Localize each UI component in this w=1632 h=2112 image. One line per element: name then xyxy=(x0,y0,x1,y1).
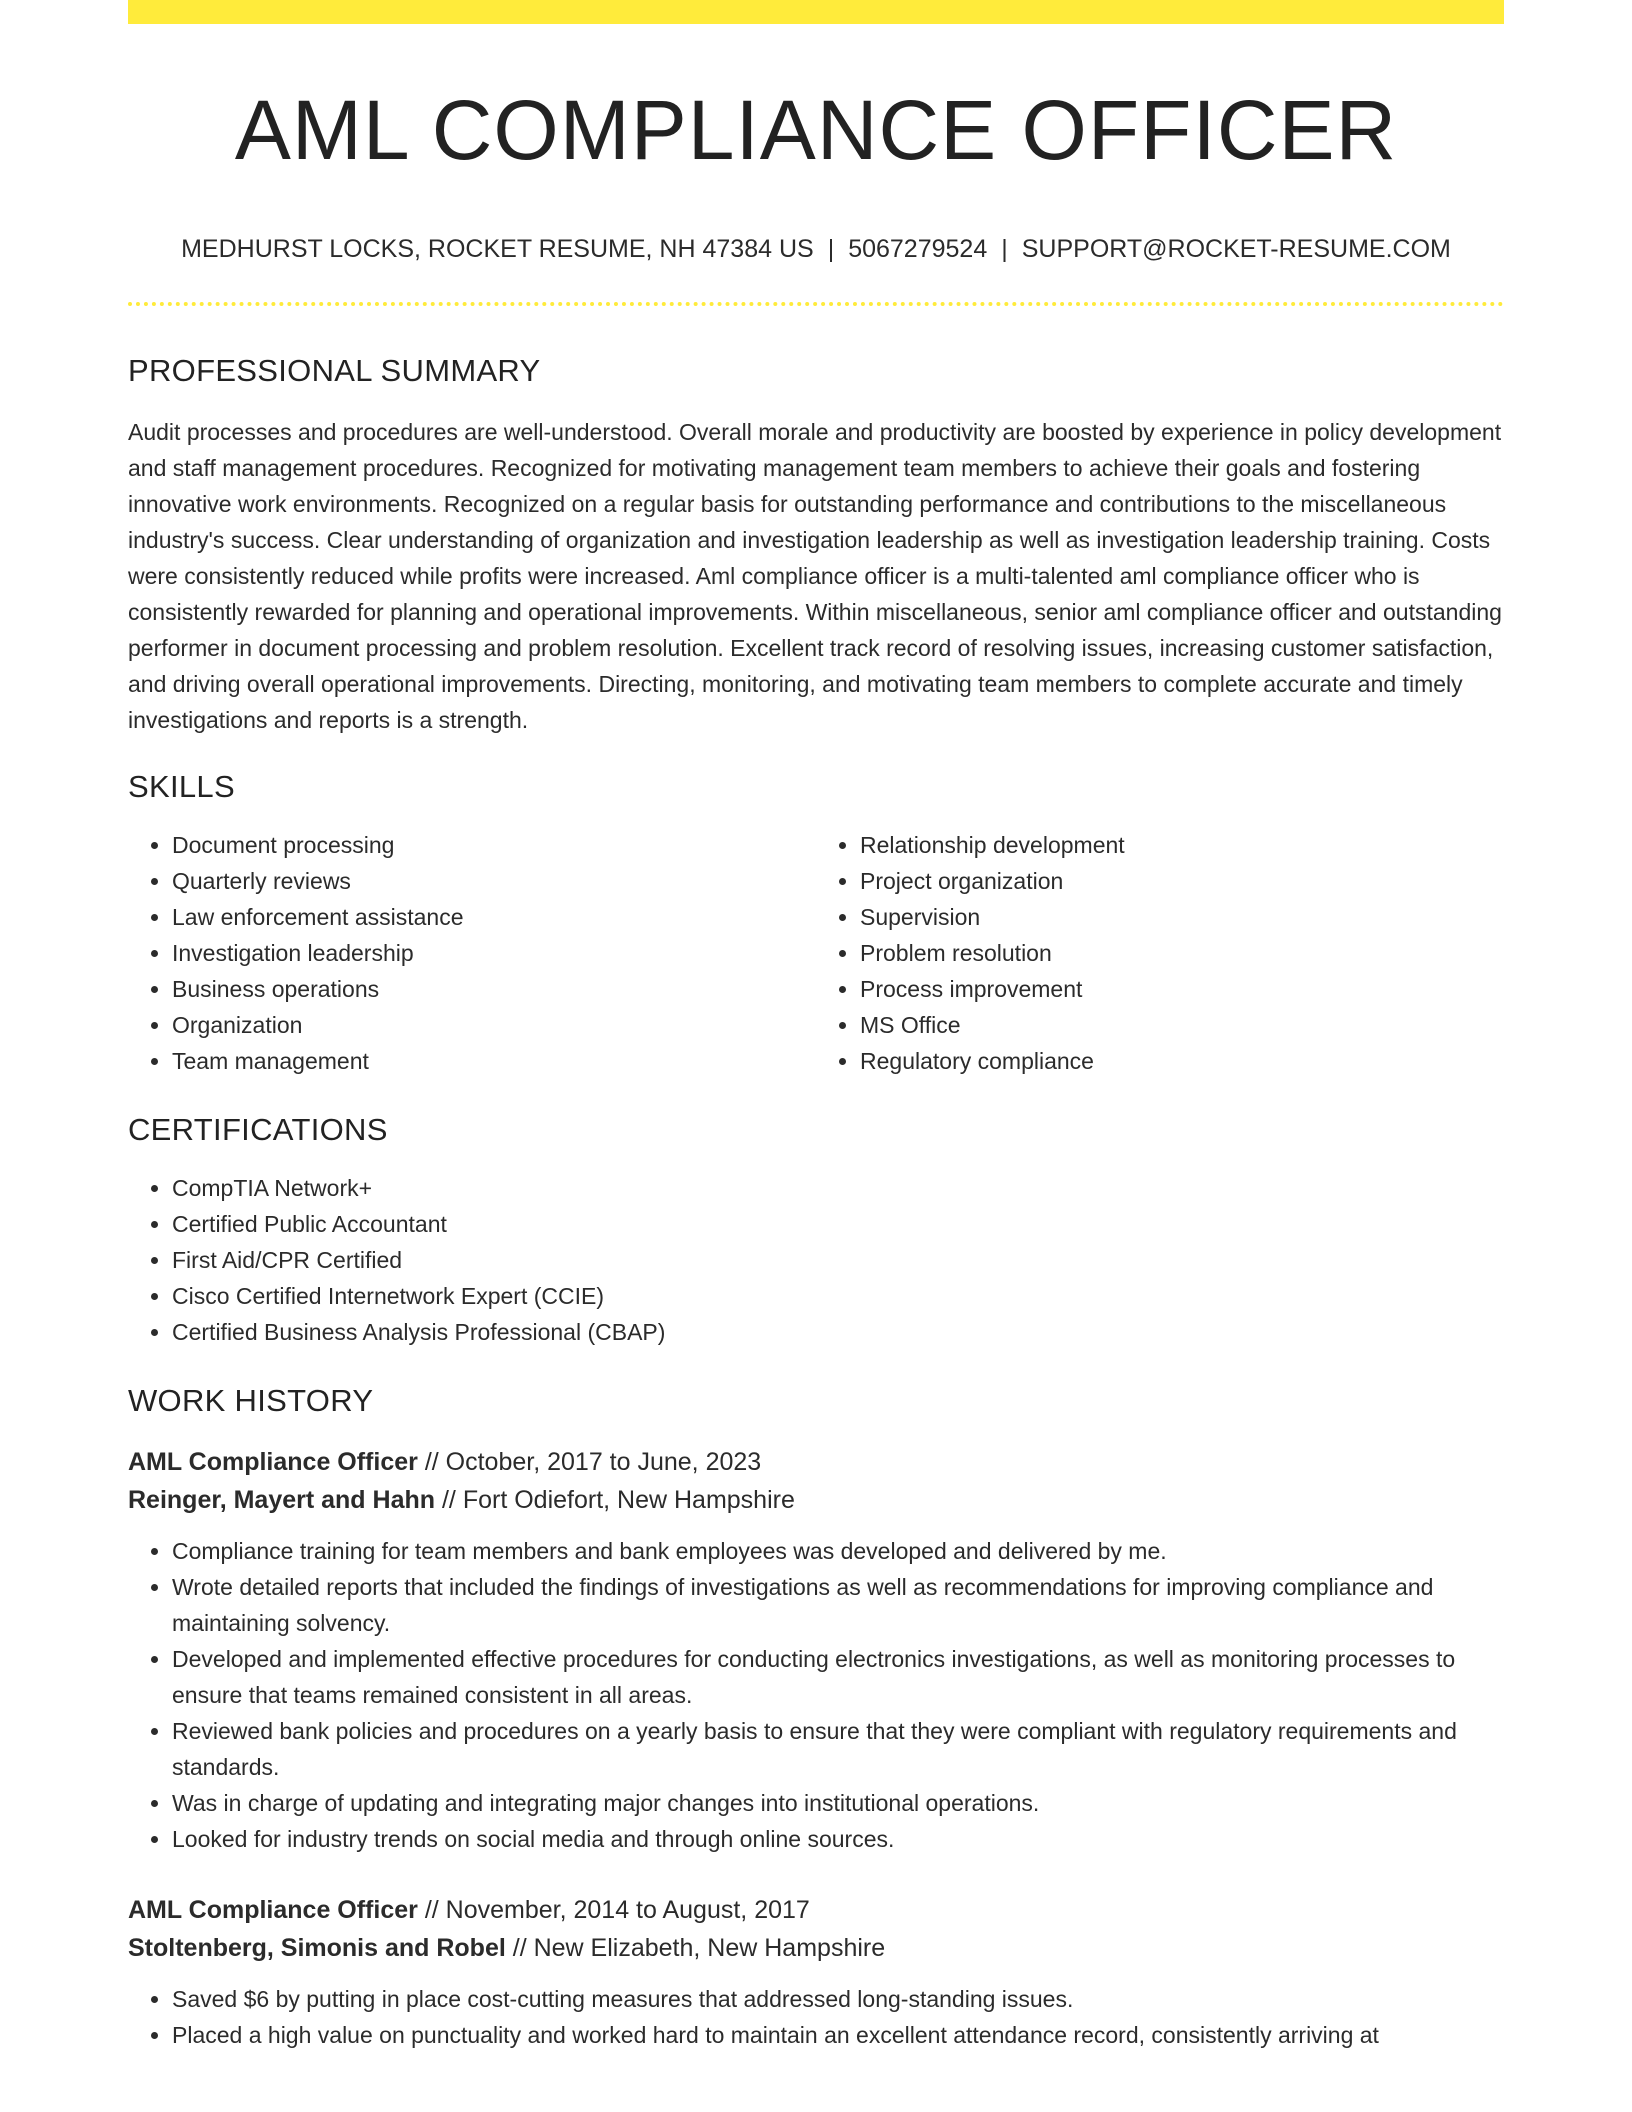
skill-item: • Organization xyxy=(172,1007,816,1043)
job-role-line xyxy=(128,1443,1504,1481)
job-company-line xyxy=(128,1481,1504,1519)
skill-item: • Law enforcement assistance xyxy=(172,899,816,935)
skills-right-list xyxy=(816,827,1504,1079)
job-bullet: • Looked for industry trends on social media and through online sources. xyxy=(172,1821,1504,1857)
contact-separator: | xyxy=(1001,235,1008,264)
skill-item: • Team management xyxy=(172,1043,816,1079)
job-role: AML Compliance Officer xyxy=(128,1448,418,1477)
skill-item: • Regulatory compliance xyxy=(860,1043,1504,1079)
job-bullets xyxy=(128,1981,1504,2053)
resume-title: AML COMPLIANCE OFFICER xyxy=(234,83,1398,177)
skills-columns xyxy=(128,827,1504,1079)
contact-address: MEDHURST LOCKS, ROCKET RESUME, NH 47384 US xyxy=(181,235,814,264)
job-bullet: • Reviewed bank policies and procedures on a yearly basis to ensure that they were compliant with regulatory requirements and standards. xyxy=(172,1713,1504,1785)
skill-item: • Document processing xyxy=(172,827,816,863)
skill-item: • Problem resolution xyxy=(860,935,1504,971)
certification-item: • Certified Public Accountant xyxy=(172,1206,1504,1242)
certification-item: • CompTIA Network+ xyxy=(172,1170,1504,1206)
skill-item: • Relationship development xyxy=(860,827,1504,863)
skill-item: • Project organization xyxy=(860,863,1504,899)
skill-item: • Investigation leadership xyxy=(172,935,816,971)
job-bullet: • Placed a high value on punctuality and worked hard to maintain an excellent attendance record, consistently arriving at xyxy=(172,2017,1504,2053)
certification-item: • Certified Business Analysis Professional (CBAP) xyxy=(172,1314,1504,1350)
skill-item: • Process improvement xyxy=(860,971,1504,1007)
contact-email: SUPPORT@ROCKET-RESUME.COM xyxy=(1021,235,1451,264)
job-company-line xyxy=(128,1929,1504,1967)
job-company: Stoltenberg, Simonis and Robel xyxy=(128,1934,506,1963)
job-dates: // October, 2017 to June, 2023 xyxy=(424,1448,762,1477)
job-role-line xyxy=(128,1891,1504,1929)
job-role: AML Compliance Officer xyxy=(128,1896,418,1925)
contact-line xyxy=(128,234,1504,264)
job-dates: // November, 2014 to August, 2017 xyxy=(424,1896,810,1925)
skill-item: • Supervision xyxy=(860,899,1504,935)
contact-separator: | xyxy=(827,235,835,264)
job-bullet: • Saved $6 by putting in place cost-cutting measures that addressed long-standing issues. xyxy=(172,1981,1504,2017)
job-bullet: • Compliance training for team members and bank employees was developed and delivered by me. xyxy=(172,1533,1504,1569)
skill-item: • Business operations xyxy=(172,971,816,1007)
job-company: Reinger, Mayert and Hahn xyxy=(128,1486,436,1515)
dotted-divider xyxy=(128,302,1504,306)
job-bullet: • Wrote detailed reports that included the findings of investigations as well as recommendations for improving compliance and maintaining solvency. xyxy=(172,1569,1504,1641)
certifications-list xyxy=(128,1170,1504,1350)
summary-text: Audit processes and procedures are well-understood. Overall morale and productivity are boosted by experience in policy development and staff management procedures. Recognized for motivating management team members to achieve their goals and fostering innovative work environments. Recognized on a regular basis for outstanding performance and contributions to the miscellaneous industry's success. Clear understanding of organization and investigation leadership as well as investigation leadership training. Costs were consistently reduced while profits were increased. Aml compliance officer is a multi-talented aml compliance officer who is consistently rewarded for planning and operational improvements. Within miscellaneous, senior aml compliance officer and outstanding performer in document processing and problem resolution. Excellent track record of resolving issues, increasing customer satisfaction, and driving overall operational improvements. Directing, monitoring, and motivating team members to complete accurate and timely investigations and reports is a strength. xyxy=(128,418,1502,733)
skill-item: • MS Office xyxy=(860,1007,1504,1043)
certification-item: • First Aid/CPR Certified xyxy=(172,1242,1504,1278)
resume-page xyxy=(128,0,1504,2053)
job-bullet: • Was in charge of updating and integrating major changes into institutional operations. xyxy=(172,1785,1504,1821)
job-bullet: • Developed and implemented effective procedures for conducting electronics investigations, as well as monitoring processes to ensure that teams remained consistent in all areas. xyxy=(172,1641,1504,1713)
job-bullets xyxy=(128,1533,1504,1857)
contact-phone: 5067279524 xyxy=(848,235,988,264)
summary-heading: PROFESSIONAL SUMMARY xyxy=(128,353,541,389)
job-entry xyxy=(128,1891,1504,2053)
job-location: // Fort Odiefort, New Hampshire xyxy=(441,1486,795,1515)
certifications-heading: CERTIFICATIONS xyxy=(128,1111,388,1147)
job-entry xyxy=(128,1443,1504,1857)
certification-item: • Cisco Certified Internetwork Expert (CCIE) xyxy=(172,1278,1504,1314)
skill-item: • Quarterly reviews xyxy=(172,863,816,899)
top-accent-bar xyxy=(128,0,1504,24)
job-location: // New Elizabeth, New Hampshire xyxy=(512,1934,886,1963)
skills-left-list xyxy=(128,827,816,1079)
work-history-heading: WORK HISTORY xyxy=(128,1382,374,1418)
skills-heading: SKILLS xyxy=(128,768,235,804)
